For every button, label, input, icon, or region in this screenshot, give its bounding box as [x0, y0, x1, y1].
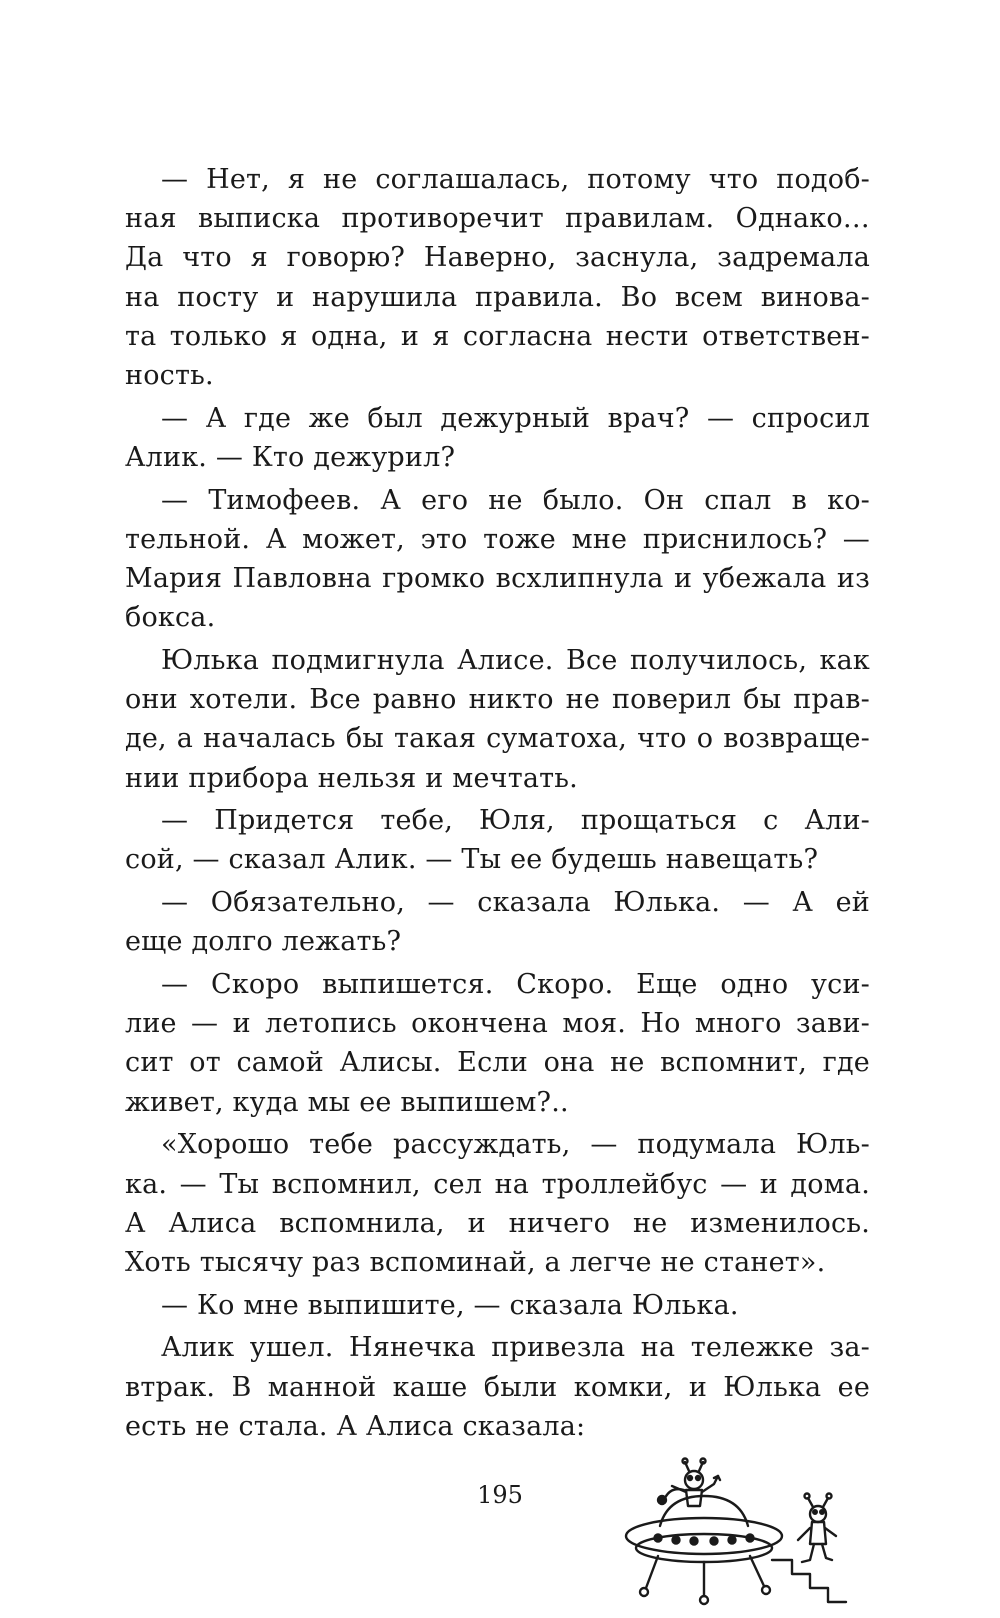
paragraph: [125, 965, 870, 1122]
text-line: бокса.: [125, 602, 216, 634]
text-line: — Обязательно, — сказала Юлька. — А ей: [161, 887, 870, 919]
paragraph: [125, 1125, 870, 1282]
text-line: Мария Павловна громко всхлипнула и убежала из: [125, 563, 870, 595]
ufo-with-aliens-icon: [622, 1456, 860, 1614]
text-line: есть не стала. А Алиса сказала:: [125, 1410, 586, 1442]
text-line: ность.: [125, 360, 214, 392]
text-line: Алик ушел. Нянечка привезла на тележке за-: [161, 1332, 870, 1364]
text-line: — Тимофеев. А его не было. Он спал в ко-: [161, 484, 870, 516]
alien-pilot-icon: [672, 1459, 720, 1507]
text-line: — Ко мне выпишите, — сказала Юлька.: [161, 1289, 739, 1321]
text-line: де, а началась бы такая суматоха, что о возвраще-: [125, 723, 870, 755]
text-line: тельной. А может, это тоже мне приснилось? —: [125, 523, 870, 555]
paragraph: [125, 641, 870, 798]
text-line: сит от самой Алисы. Если она не вспомнит, где: [125, 1047, 870, 1079]
text-line: лие — и летопись окончена моя. Но много зави-: [125, 1008, 870, 1040]
text-line: Алик. — Кто дежурил?: [125, 441, 456, 473]
alien-walker-icon: [798, 1494, 836, 1563]
text-line: та только я одна, и я согласна нести ответствен-: [125, 320, 870, 352]
text-line: ка. — Ты вспомнил, сел на троллейбус — и дома.: [125, 1168, 870, 1200]
text-line: сой, — сказал Алик. — Ты ее будешь навещать?: [125, 844, 819, 876]
paragraph: [125, 801, 870, 879]
text-line: — Скоро выпишется. Скоро. Еще одно уси-: [161, 969, 870, 1001]
page-number: 195: [477, 1481, 523, 1509]
text-line: Да что я говорю? Наверно, заснула, задремала: [125, 242, 870, 274]
text-line: «Хорошо тебе рассуждать, — подумала Юль-: [161, 1129, 870, 1161]
text-line: живет, куда мы ее выпишем?..: [125, 1086, 569, 1118]
text-line: они хотели. Все равно никто не поверил бы прав-: [125, 684, 870, 716]
text-line: втрак. В манной каше были комки, и Юлька ее: [125, 1371, 870, 1403]
text-line: — Нет, я не соглашалась, потому что подоб-: [161, 164, 870, 195]
body-text: [125, 160, 870, 1446]
text-line: — Придется тебе, Юля, прощаться с Али-: [161, 805, 870, 837]
text-line: нии прибора нельзя и мечтать.: [125, 762, 578, 794]
text-line: А Алиса вспомнила, и ничего не изменилось.: [125, 1207, 870, 1239]
text-line: на посту и нарушила правила. Во всем винова-: [125, 281, 870, 313]
paragraph: [125, 883, 870, 961]
text-line: ная выписка противоречит правилам. Однако…: [125, 203, 870, 235]
paragraph: [125, 1286, 870, 1325]
paragraph: [125, 481, 870, 638]
text-line: — А где же был дежурный врач? — спросил: [161, 402, 870, 434]
paragraph: [125, 160, 870, 395]
text-line: Хоть тысячу раз вспоминай, а легче не станет».: [125, 1246, 826, 1278]
text-line: Юлька подмигнула Алисе. Все получилось, как: [161, 644, 870, 676]
paragraph: [125, 1328, 870, 1446]
text-line: еще долго лежать?: [125, 926, 402, 958]
paragraph: [125, 399, 870, 477]
